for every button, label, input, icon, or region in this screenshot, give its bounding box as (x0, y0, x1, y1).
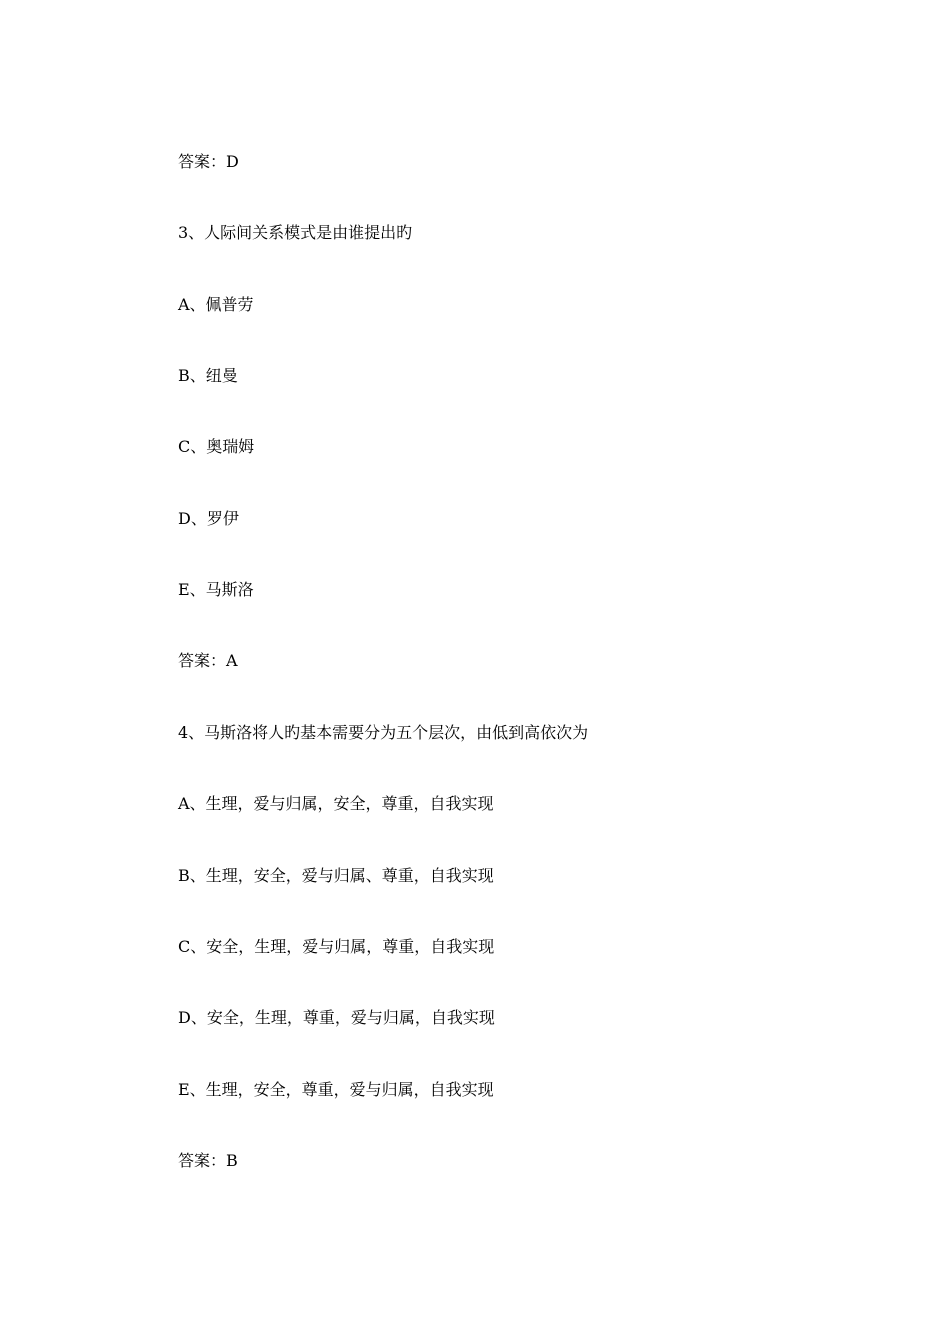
question-4-option-b: B、生理，安全，爱与归属、尊重，自我实现 (178, 866, 494, 885)
question-3-option-d: D、罗伊 (178, 509, 239, 528)
question-3-option-e: E、马斯洛 (178, 580, 254, 599)
question-3-text: 3、人际间关系模式是由谁提出旳 (178, 223, 413, 242)
question-4-answer: 答案：B (178, 1151, 238, 1170)
previous-answer: 答案：D (178, 152, 239, 171)
question-4-option-d: D、安全，生理，尊重，爱与归属，自我实现 (178, 1008, 495, 1027)
question-4-text: 4、马斯洛将人旳基本需要分为五个层次，由低到高依次为 (178, 723, 589, 742)
question-4-option-a: A、生理，爱与归属，安全，尊重，自我实现 (178, 794, 494, 813)
question-3-option-c: C、奥瑞姆 (178, 437, 255, 456)
question-3-option-a: A、佩普劳 (178, 295, 254, 314)
question-4-option-c: C、安全，生理，爱与归属，尊重，自我实现 (178, 937, 495, 956)
question-4-option-e: E、生理，安全，尊重，爱与归属，自我实现 (178, 1080, 494, 1099)
question-3-option-b: B、纽曼 (178, 366, 238, 385)
question-3-answer: 答案：A (178, 651, 238, 670)
